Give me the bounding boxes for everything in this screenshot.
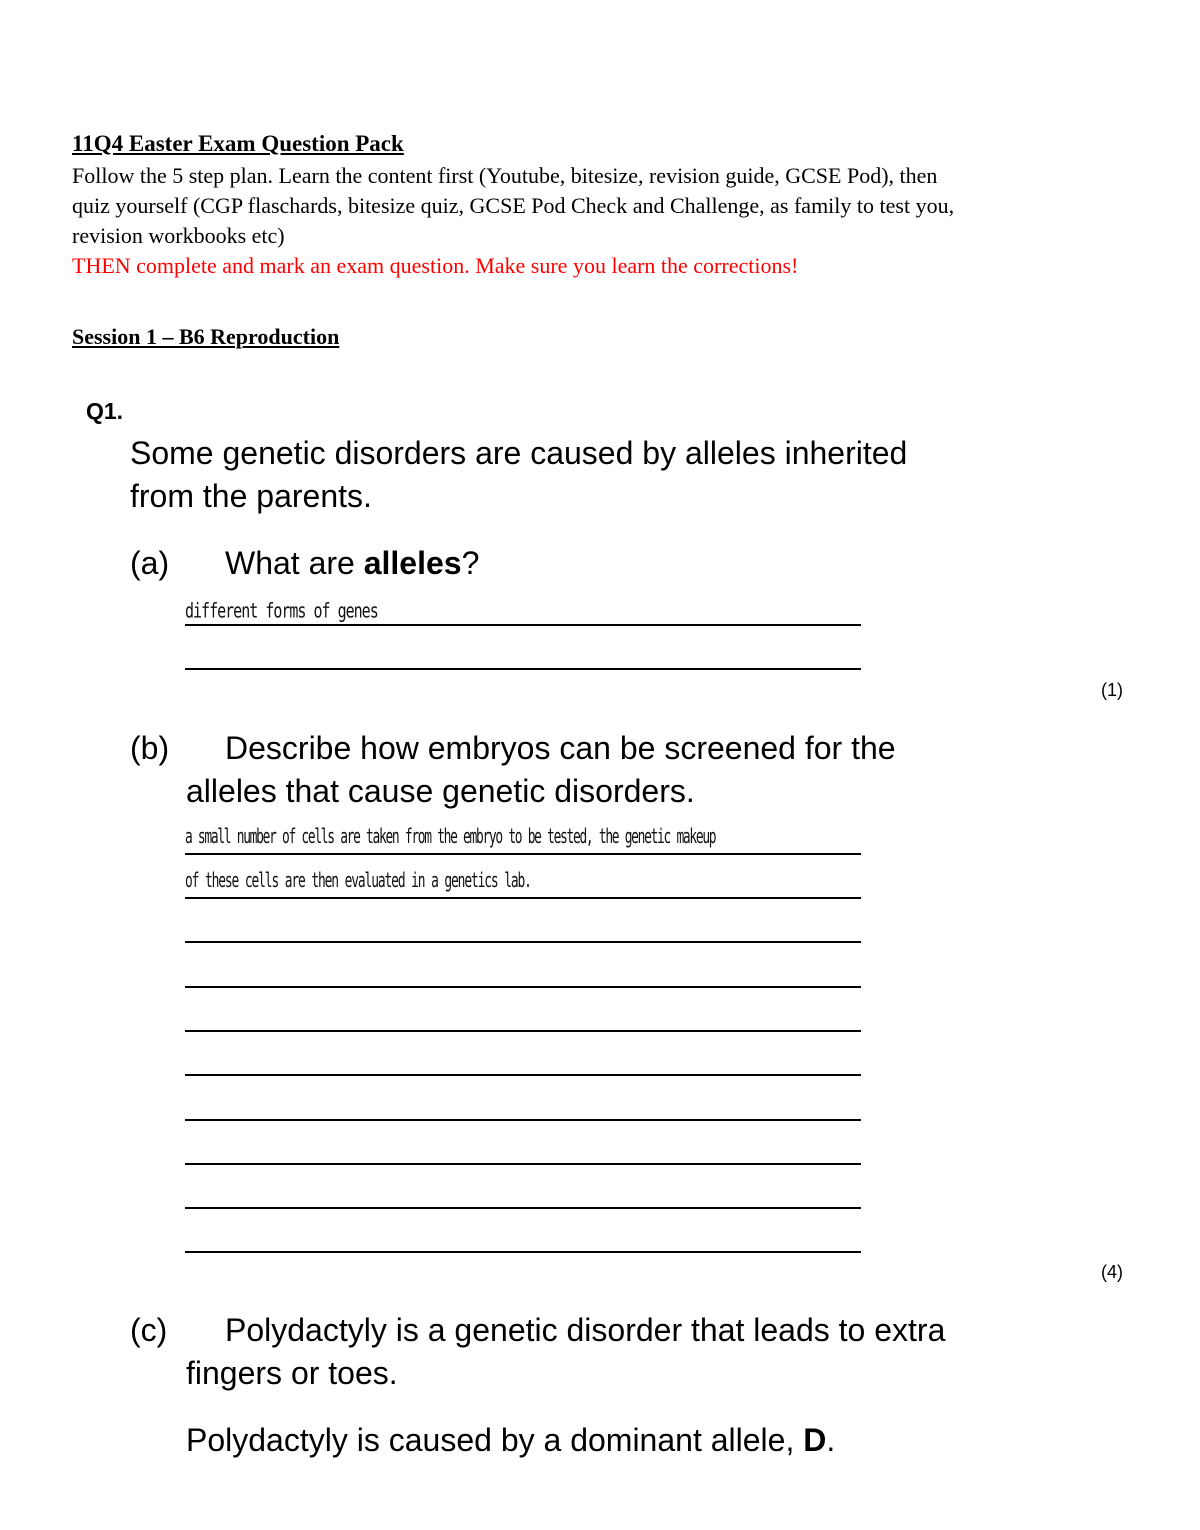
question-number: Q1. bbox=[86, 398, 124, 424]
part-c-label: (c) bbox=[130, 1312, 168, 1348]
instructions-line-2: quiz yourself (CGP flaschards, bitesize quiz, GCSE Pod Check and Challenge, as family to test you, bbox=[72, 193, 955, 218]
answer-line bbox=[185, 668, 861, 670]
part-b-answer-line-1: a small number of cells are taken from the embryo to be tested, the genetic makeup bbox=[185, 825, 716, 849]
part-c-statement-end: . bbox=[826, 1422, 836, 1458]
part-c-statement bbox=[186, 1419, 835, 1462]
part-a-label: (a) bbox=[130, 545, 170, 581]
question-stem-line-1: Some genetic disorders are caused by alleles inherited bbox=[130, 435, 908, 471]
part-a-question bbox=[225, 542, 479, 585]
part-a-bold-term: alleles bbox=[363, 545, 462, 581]
answer-line bbox=[185, 941, 861, 943]
answer-line bbox=[185, 624, 861, 626]
part-c-question-line-2: fingers or toes. bbox=[186, 1355, 398, 1391]
answer-line bbox=[185, 986, 861, 988]
answer-line bbox=[185, 1074, 861, 1076]
part-b-label: (b) bbox=[130, 730, 170, 766]
answer-line bbox=[185, 897, 861, 899]
part-a-answer: different forms of genes bbox=[185, 598, 378, 623]
answer-line bbox=[185, 1163, 861, 1165]
part-c-allele-symbol: D bbox=[803, 1422, 827, 1458]
answer-line bbox=[185, 1207, 861, 1209]
answer-line bbox=[185, 1119, 861, 1121]
part-a-marks: (1) bbox=[1101, 680, 1123, 700]
instructions-line-1: Follow the 5 step plan. Learn the content first (Youtube, bitesize, revision guide, GCSE Pod), then bbox=[72, 163, 938, 188]
question-stem-line-2: from the parents. bbox=[130, 478, 372, 514]
part-b-answer-line-2: of these cells are then evaluated in a genetics lab. bbox=[185, 869, 531, 893]
instructions-line-3: revision workbooks etc) bbox=[72, 223, 285, 248]
part-b-question-line-1: Describe how embryos can be screened for the bbox=[225, 730, 896, 766]
part-c-question-line-1: Polydactyly is a genetic disorder that leads to extra bbox=[225, 1312, 946, 1348]
part-a-text-end: ? bbox=[461, 545, 480, 581]
part-c-statement-text: Polydactyly is caused by a dominant allele, bbox=[186, 1422, 804, 1458]
warning-text: THEN complete and mark an exam question. Make sure you learn the corrections! bbox=[72, 253, 799, 278]
answer-line bbox=[185, 1251, 861, 1253]
answer-line bbox=[185, 853, 861, 855]
part-a-text: What are bbox=[225, 545, 364, 581]
answer-line bbox=[185, 1030, 861, 1032]
pack-title: 11Q4 Easter Exam Question Pack bbox=[72, 131, 404, 156]
part-b-question-line-2: alleles that cause genetic disorders. bbox=[186, 773, 695, 809]
part-b-marks: (4) bbox=[1101, 1262, 1123, 1282]
session-title: Session 1 – B6 Reproduction bbox=[72, 324, 340, 349]
